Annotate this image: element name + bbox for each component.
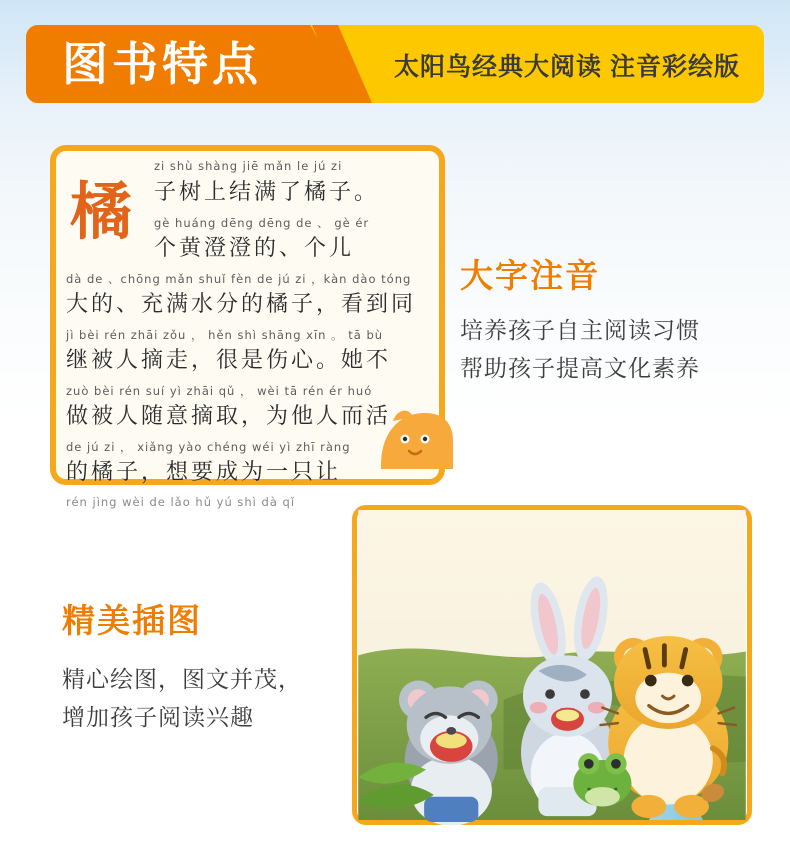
pinyin-row-trailing: rén jìng wèi de lǎo hǔ yú shì dà qǐ bbox=[66, 495, 296, 509]
hanzi-row: 大的、充满水分的橘子，看到同 bbox=[66, 292, 417, 317]
pinyin-row: zi shù shàng jiē mǎn le jú zi bbox=[154, 159, 343, 173]
feature-line: 帮助孩子提高文化素养 bbox=[460, 355, 700, 381]
page-title: 图书特点 bbox=[62, 38, 262, 90]
header-subtitle: 太阳鸟经典大阅读 注音彩绘版 bbox=[394, 53, 740, 81]
section-header bbox=[26, 25, 764, 103]
sample-text-line bbox=[66, 159, 429, 215]
frog-character bbox=[573, 753, 631, 806]
feature-title: 大字注音 bbox=[460, 257, 600, 294]
illustration-image bbox=[357, 510, 747, 820]
sample-big-character: 橘 bbox=[70, 175, 133, 248]
hanzi-row: 继被人摘走，很是伤心。她不 bbox=[66, 348, 392, 373]
peeking-animal-icon bbox=[379, 403, 453, 469]
hanzi-row: 个黄澄澄的、个儿 bbox=[154, 236, 355, 261]
pinyin-row: jì bèi rén zhāi zǒu ， hěn shì shāng xīn 。 tā bù bbox=[66, 328, 384, 342]
sample-text-line bbox=[66, 271, 429, 327]
pinyin-row: de jú zi ， xiǎng yào chéng wéi yì zhī ràng bbox=[66, 440, 351, 454]
feature-line: 培养孩子自主阅读习惯 bbox=[460, 317, 700, 343]
hanzi-row: 做被人随意摘取，为他人而活 bbox=[66, 404, 392, 429]
feature-line: 增加孩子阅读兴趣 bbox=[62, 704, 254, 730]
feature-block-big-pinyin bbox=[460, 250, 770, 387]
pinyin-row: zuò bèi rén suí yì zhāi qǔ ， wèi tā rén ér huó bbox=[66, 384, 373, 398]
illustration-card bbox=[352, 505, 752, 825]
sample-page-card bbox=[50, 145, 445, 509]
sample-text-line bbox=[66, 215, 429, 271]
sample-text-line bbox=[66, 327, 429, 383]
sample-text-line bbox=[66, 439, 429, 495]
hanzi-row: 的橘子，想要成为一只让 bbox=[66, 460, 342, 485]
pinyin-row: gè huáng dēng dēng de 、 gè ér bbox=[154, 216, 370, 230]
pinyin-row: dà de 、chōng mǎn shuǐ fèn de jú zi ，kàn dào tóng bbox=[66, 272, 412, 286]
sample-text-line bbox=[66, 383, 429, 439]
feature-title: 精美插图 bbox=[62, 602, 202, 639]
hanzi-row: 子树上结满了橘子。 bbox=[154, 180, 380, 205]
feature-line: 精心绘图，图文并茂， bbox=[62, 666, 302, 692]
bottom-spacer bbox=[0, 825, 790, 851]
feature-block-illustration bbox=[62, 595, 362, 736]
